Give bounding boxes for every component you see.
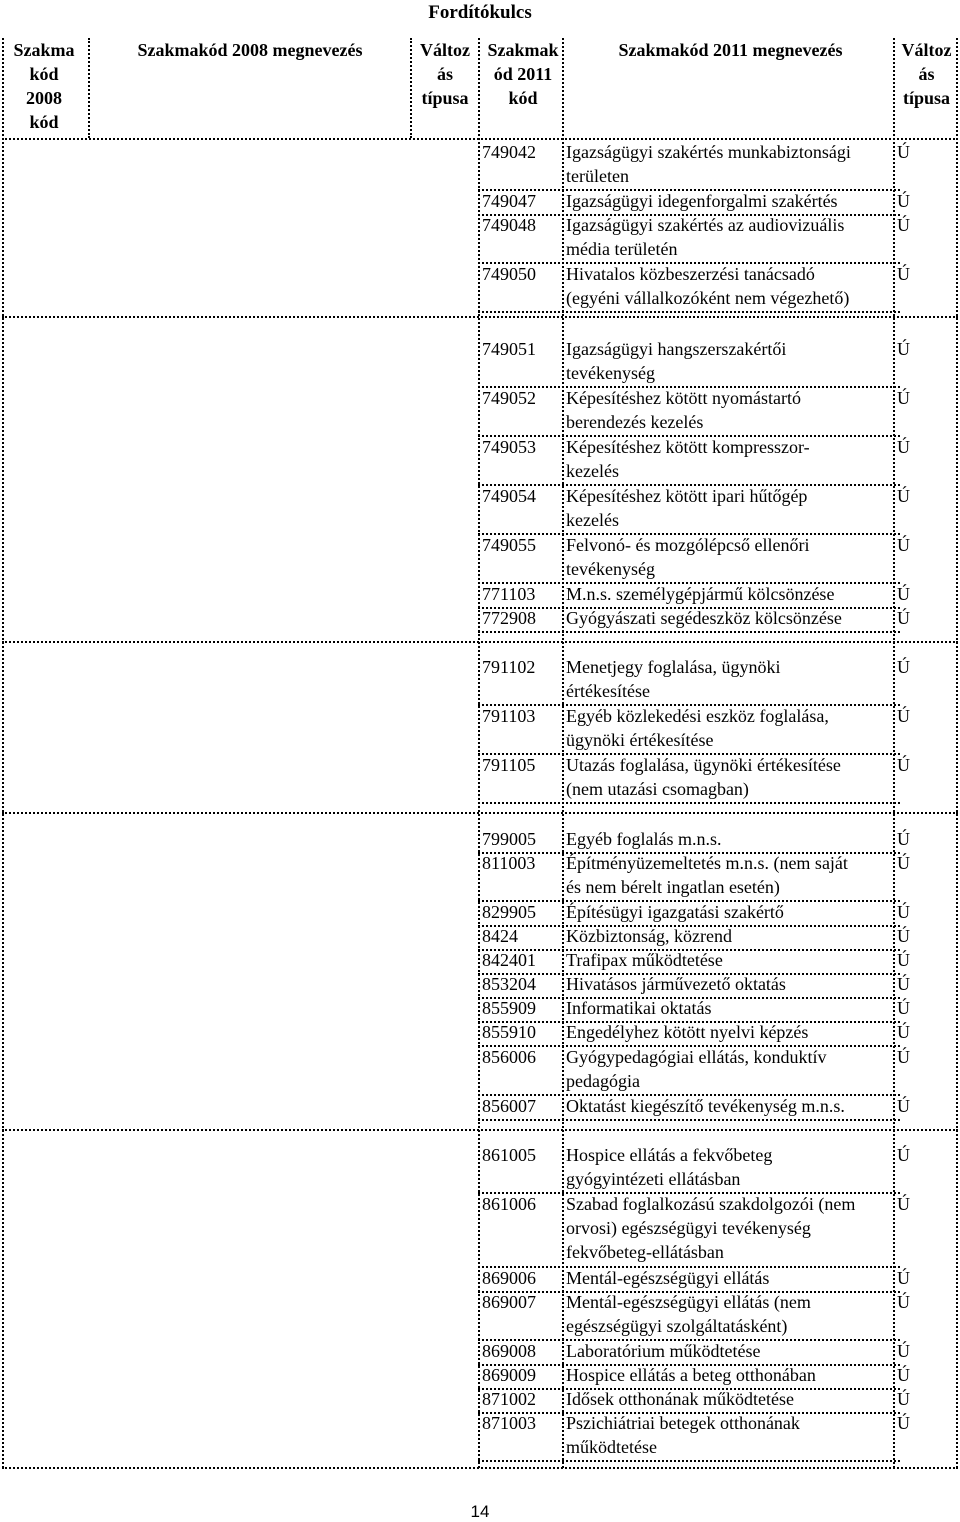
description-cell [566,948,891,972]
description-line: Hivatalos közbeszerzési tanácsadó [566,264,815,284]
header-col4 [478,38,568,110]
change-type-cell: Ú [897,1047,910,1067]
description-cell [566,1020,891,1044]
change-type-cell: Ú [897,706,910,726]
description-line: Mentál-egészségügyi ellátás [566,1268,770,1288]
description-line: Igazságügyi szakértés munkabiztonsági [566,142,851,162]
change-type-cell: Ú [897,853,910,873]
row-divider [478,311,900,313]
description-cell [566,1045,891,1093]
change-type-cell: Ú [897,1413,910,1433]
code-cell: 871002 [482,1389,536,1409]
code-cell: 799005 [482,829,536,849]
change-type-cell: Ú [897,608,910,628]
code-cell: 856007 [482,1096,536,1116]
description-line: működtetése [566,1437,657,1457]
change-type-cell: Ú [897,1022,910,1042]
description-cell [566,1094,891,1118]
description-line: Hospice ellátás a beteg otthonában [566,1365,816,1385]
code-cell: 853204 [482,974,536,994]
description-line: kezelés [566,461,619,481]
description-line: kezelés [566,510,619,530]
grid-line-header [410,38,412,138]
header-line: kód [29,112,59,132]
code-cell: 869008 [482,1341,536,1361]
description-line: értékesítése [566,681,650,701]
header-line: kód [29,64,59,84]
code-cell: 791105 [482,755,536,775]
description-cell [566,533,891,581]
description-line: Hospice ellátás a fekvőbeteg [566,1145,773,1165]
code-cell: 749050 [482,264,536,284]
code-cell: 811003 [482,853,536,873]
header-line: Változ [420,40,470,60]
description-cell [566,189,891,213]
change-type-cell: Ú [897,1096,910,1116]
description-line: Szabad foglalkozású szakdolgozói (nem [566,1194,856,1214]
description-cell [566,337,891,385]
code-cell: 749055 [482,535,536,555]
header-line: típusa [902,88,951,108]
header-line: Változ [901,40,952,60]
code-cell: 855909 [482,998,536,1018]
change-type-cell: Ú [897,388,910,408]
group-separator [2,316,958,318]
code-cell: 772908 [482,608,536,628]
header-line: Szakmak [487,40,559,60]
description-line: Trafipax működtetése [566,950,723,970]
change-type-cell: Ú [897,902,910,922]
description-cell [566,262,891,310]
description-line: Oktatást kiegészítő tevékenység m.n.s. [566,1096,845,1116]
description-cell [566,704,891,752]
description-line: tevékenység [566,559,655,579]
description-cell [566,213,891,261]
description-cell [566,1266,891,1290]
description-cell [566,1192,891,1264]
description-line: Képesítéshez kötött ipari hűtőgép [566,486,808,506]
change-type-cell: Ú [897,339,910,359]
change-type-cell: Ú [897,926,910,946]
change-type-cell: Ú [897,584,910,604]
change-type-cell: Ú [897,215,910,235]
description-cell [566,753,891,801]
description-line: egészségügyi szolgáltatásként) [566,1316,788,1336]
description-line: tevékenység [566,363,655,383]
code-cell: 829905 [482,902,536,922]
description-line: Engedélyhez kötött nyelvi képzés [566,1022,809,1042]
description-line: Közbiztonság, közrend [566,926,732,946]
header-line: ás [436,64,453,84]
header-line: Szakma [13,40,75,60]
group-separator [2,812,958,814]
header-line: ás [918,64,935,84]
table-bottom-line [2,1467,958,1469]
change-type-cell: Ú [897,1389,910,1409]
grid-line-left [2,38,4,1468]
change-type-cell: Ú [897,755,910,775]
change-type-cell: Ú [897,998,910,1018]
change-type-cell: Ú [897,1145,910,1165]
header-col3 [410,38,480,110]
description-line: Építésügyi igazgatási szakértő [566,902,784,922]
description-line: Utazás foglalása, ügynöki értékesítése [566,755,841,775]
description-line: Gyógypedagógiai ellátás, konduktív [566,1047,827,1067]
code-cell: 871003 [482,1413,536,1433]
description-line: Informatikai oktatás [566,998,712,1018]
header-col5 [568,38,893,62]
code-cell: 861006 [482,1194,536,1214]
change-type-cell: Ú [897,1292,910,1312]
description-line: Idősek otthonának működtetése [566,1389,794,1409]
change-type-cell: Ú [897,486,910,506]
description-cell [566,582,891,606]
header-line: típusa [421,88,469,108]
description-cell [566,1411,891,1459]
description-cell [566,900,891,924]
code-cell: 861005 [482,1145,536,1165]
code-cell: 749052 [482,388,536,408]
description-line: berendezés kezelés [566,412,704,432]
change-type-cell: Ú [897,950,910,970]
description-line: ügynöki értékesítése [566,730,714,750]
description-line: média területén [566,239,678,259]
change-type-cell: Ú [897,1194,910,1214]
description-cell [566,1387,891,1411]
grid-line-header [88,38,90,138]
description-cell [566,1143,891,1191]
description-cell [566,1363,891,1387]
description-line: Egyéb foglalás m.n.s. [566,829,722,849]
description-line: Felvonó- és mozgólépcső ellenőri [566,535,810,555]
description-line: területen [566,166,629,186]
description-line: Hivatásos járművezető oktatás [566,974,786,994]
group-separator [2,1129,958,1131]
code-cell: 749047 [482,191,536,211]
row-divider [478,1460,900,1462]
change-type-cell: Ú [897,974,910,994]
description-line: (egyéni vállalkozóként nem végezhető) [566,288,850,308]
grid-line-right [956,38,958,1468]
code-cell: 749051 [482,339,536,359]
header-line: ód 2011 [493,64,553,84]
change-type-cell: Ú [897,142,910,162]
change-type-cell: Ú [897,535,910,555]
description-cell [566,1290,891,1338]
header-line: 2008 [26,88,62,108]
code-cell: 791102 [482,657,536,677]
code-cell: 771103 [482,584,536,604]
group-separator [2,641,958,643]
description-cell [566,606,891,630]
header-col2 [100,38,400,62]
description-cell [566,996,891,1020]
description-line: Menetjegy foglalása, ügynöki [566,657,781,677]
code-cell: 855910 [482,1022,536,1042]
change-type-cell: Ú [897,191,910,211]
header-col1 [0,38,88,134]
change-type-cell: Ú [897,264,910,284]
description-cell [566,851,891,899]
description-cell [566,435,891,483]
code-cell: 8424 [482,926,518,946]
change-type-cell: Ú [897,829,910,849]
row-divider [478,631,900,633]
description-line: Igazságügyi szakértés az audiovizuális [566,215,845,235]
row-divider [478,1119,900,1121]
description-cell [566,827,891,851]
code-cell: 791103 [482,706,536,726]
change-type-cell: Ú [897,1268,910,1288]
code-cell: 869009 [482,1365,536,1385]
description-line: orvosi) egészségügyi tevékenység [566,1218,811,1238]
description-line: Laboratórium működtetése [566,1341,761,1361]
description-line: gyógyintézeti ellátásban [566,1169,741,1189]
description-line: Egyéb közlekedési eszköz foglalása, [566,706,829,726]
code-cell: 749054 [482,486,536,506]
change-type-cell: Ú [897,1365,910,1385]
change-type-cell: Ú [897,1341,910,1361]
description-line: (nem utazási csomagban) [566,779,749,799]
description-line: Képesítéshez kötött kompresszor- [566,437,810,457]
description-cell [566,655,891,703]
page-title: Fordítókulcs [428,2,532,23]
header-line: kód [508,88,538,108]
description-cell [566,484,891,532]
code-cell: 749048 [482,215,536,235]
description-cell [566,386,891,434]
description-cell [566,972,891,996]
change-type-cell: Ú [897,437,910,457]
description-line: Gyógyászati segédeszköz kölcsönzése [566,608,842,628]
description-cell [566,924,891,948]
code-cell: 842401 [482,950,536,970]
code-cell: 869006 [482,1268,536,1288]
description-line: fekvőbeteg-ellátásban [566,1242,724,1262]
change-type-cell: Ú [897,657,910,677]
header-line: Szakmakód 2008 megnevezés [137,40,363,60]
row-divider [478,802,900,804]
code-cell: 856006 [482,1047,536,1067]
description-line: Építményüzemeltetés m.n.s. (nem saját [566,853,848,873]
code-cell: 869007 [482,1292,536,1312]
code-cell: 749053 [482,437,536,457]
description-line: M.n.s. személygépjármű kölcsönzése [566,584,835,604]
page-number: 14 [470,1502,490,1521]
description-line: Pszichiátriai betegek otthonának [566,1413,800,1433]
description-line: Igazságügyi idegenforgalmi szakértés [566,191,838,211]
description-cell [566,140,891,188]
description-line: és nem bérelt ingatlan esetén) [566,877,780,897]
description-line: Igazságügyi hangszerszakértői [566,339,787,359]
description-line: Mentál-egészségügyi ellátás (nem [566,1292,811,1312]
description-line: pedagógia [566,1071,640,1091]
header-col6 [893,38,960,110]
code-cell: 749042 [482,142,536,162]
description-cell [566,1339,891,1363]
description-line: Képesítéshez kötött nyomástartó [566,388,801,408]
header-line: Szakmakód 2011 megnevezés [618,40,843,60]
